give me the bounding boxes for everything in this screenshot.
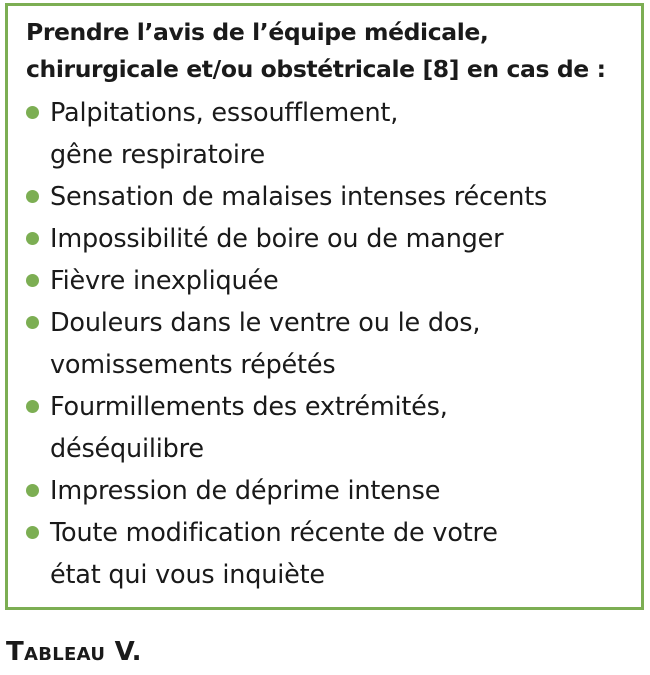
green-dot-icon [26,106,39,119]
list-item-line: Douleurs dans le ventre ou le dos, [50,308,481,338]
symptom-list [26,92,627,596]
info-box [5,3,644,610]
list-item-line: gêne respiratoire [50,140,266,170]
table-caption: Tableau V. [6,637,142,667]
list-item-line: Fourmillements des extrémités, [50,392,448,422]
list-item [26,92,627,176]
list-item [26,302,627,386]
list-item [26,386,627,470]
list-item-line: déséquilibre [50,434,204,464]
list-item-line: Sensation de malaises intenses récents [50,182,548,212]
green-dot-icon [26,526,39,539]
list-item-line: état qui vous inquiète [50,560,325,590]
green-dot-icon [26,274,39,287]
box-heading [26,14,627,88]
list-item-line: Impression de déprime intense [50,476,441,506]
green-dot-icon [26,232,39,245]
list-item [26,218,627,260]
green-dot-icon [26,190,39,203]
list-item [26,260,627,302]
list-item [26,512,627,596]
green-dot-icon [26,484,39,497]
list-item-line: vomissements répétés [50,350,336,380]
list-item-line: Fièvre inexpliquée [50,266,279,296]
list-item-line: Toute modification récente de votre [50,518,498,548]
list-item-line: Impossibilité de boire ou de manger [50,224,504,254]
green-dot-icon [26,316,39,329]
heading-line-2: chirurgicale et/ou obstétricale [8] en cas de : [26,55,606,83]
list-item [26,470,627,512]
heading-line-1: Prendre l’avis de l’équipe médicale, [26,18,489,46]
list-item-line: Palpitations, essoufflement, [50,98,399,128]
green-dot-icon [26,400,39,413]
list-item [26,176,627,218]
